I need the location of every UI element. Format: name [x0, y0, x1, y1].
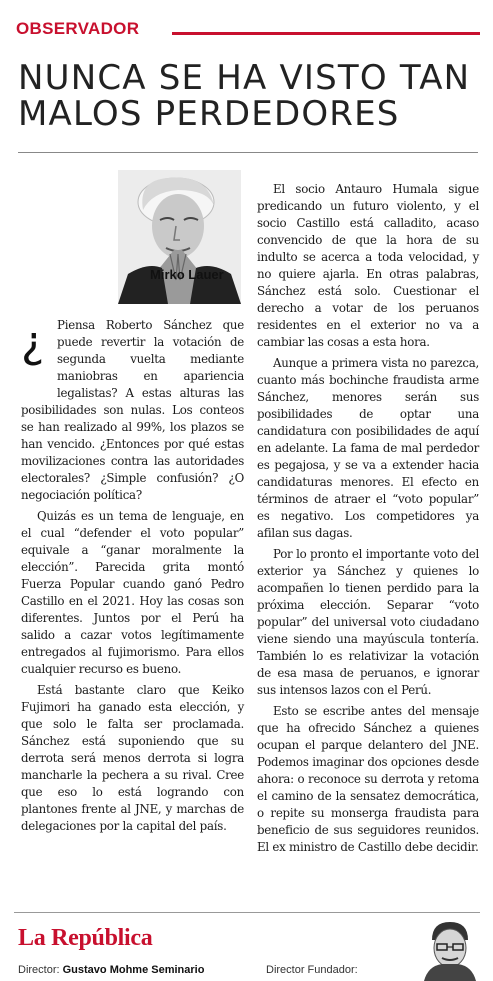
director-credit	[18, 964, 204, 976]
paragraph: Por lo pronto el importante voto del exterior ya Sánchez y quienes lo acompañen lo tienen perdido para la próxima elección. Separar “voto popular” del universal voto ciudadano viene siendo una mayúscula tontería. También lo es relativizar la votación de esa masa de peruanos, e ignorar sus intensos lazos con el Perú.	[257, 547, 479, 697]
newspaper-logo: La República	[18, 925, 153, 951]
paragraph: Piensa Roberto Sánchez que puede revertir la votación de segunda vuelta mediante maniobras en apariencia legalistas? A estas alturas las posibilidades son nulas. Los conteos se han realizado al 99%, los plazos se han vencido. ¿Entonces por qué estas movilizaciones contra las autoridades electorales? ¿Simple confusión? ¿O negociación política?	[21, 318, 244, 502]
headline-line-1: NUNCA SE HA VISTO TAN	[18, 58, 471, 98]
founder-portrait	[418, 918, 480, 981]
director-name: Gustavo Mohme Seminario	[62, 964, 205, 976]
divider	[18, 152, 478, 153]
footer-divider	[14, 912, 480, 913]
headline	[18, 60, 478, 132]
section-header	[14, 12, 480, 42]
paragraph: El socio Antauro Humala sigue predicando un futuro violento, y el socio Castillo está calladito, acaso convencido de que la hora de su indulto se acerca a toda velocidad, y no quiere ajarla. En otras palabras, Sánchez está solo. Cuestionar el derecho a votar de los peruanos residentes en el exterior no va a cambiar las cosas a esta hora.	[257, 182, 479, 349]
paragraph: Esto se escribe antes del mensaje que ha ofrecido Sánchez a quienes ocupan el parque delantero del JNE. Podemos imaginar dos opciones desde ahora: o reconoce su derrota y retoma el camino de la sensatez democrática, o repite su monserga fraudista para beneficio de sus seguidores reunidos. El ex ministro de Castillo debe decidir.	[257, 704, 479, 854]
section-label: OBSERVADOR	[16, 19, 140, 38]
paragraph: Quizás es un tema de lenguaje, en el cual “defender el voto popular” equivale a “ganar moralmente la elección”. Parecida grita montó Fuerza Popular cuando ganó Pedro Castillo en el 2021. Hoy las cosas son diferentes. Juntos por el Perú ha salido a cazar votos legítimamente entregados al fujimorismo. Para ellos cualquier recurso es bueno.	[21, 509, 244, 676]
article-column-left	[21, 317, 244, 839]
drop-question-mark: ¿	[21, 317, 45, 368]
founder-credit: Director Fundador:	[266, 964, 358, 976]
headline-line-2: MALOS PERDEDORES	[18, 94, 400, 134]
paragraph: Está bastante claro que Keiko Fujimori ha ganado esta elección, y que solo le falta ser proclamada. Sánchez está suponiendo que su derrota será menos derrota si logra mancharle la pechera a su rival. Cree que eso lo está logrando con plantones frente al JNE, y marchas de delegaciones por la capital del país.	[21, 683, 244, 833]
author-name: Mirko Lauer	[150, 267, 224, 282]
article-column-right	[257, 181, 479, 860]
section-rule	[172, 32, 480, 35]
paragraph: Aunque a primera vista no parezca, cuanto más bochinche fraudista arme Sánchez, menores serán sus posibilidades de optar una candidatura con posibilidades de aquí en adelante. La fama de mal perdedor es pegajosa, y se va a extender hacia candidaturas menores. El efecto en términos de atraer el “voto popular” es negativo. Los competidores ya afilan sus dagas.	[257, 356, 479, 540]
author-portrait	[118, 170, 241, 304]
director-label: Director:	[18, 964, 60, 976]
